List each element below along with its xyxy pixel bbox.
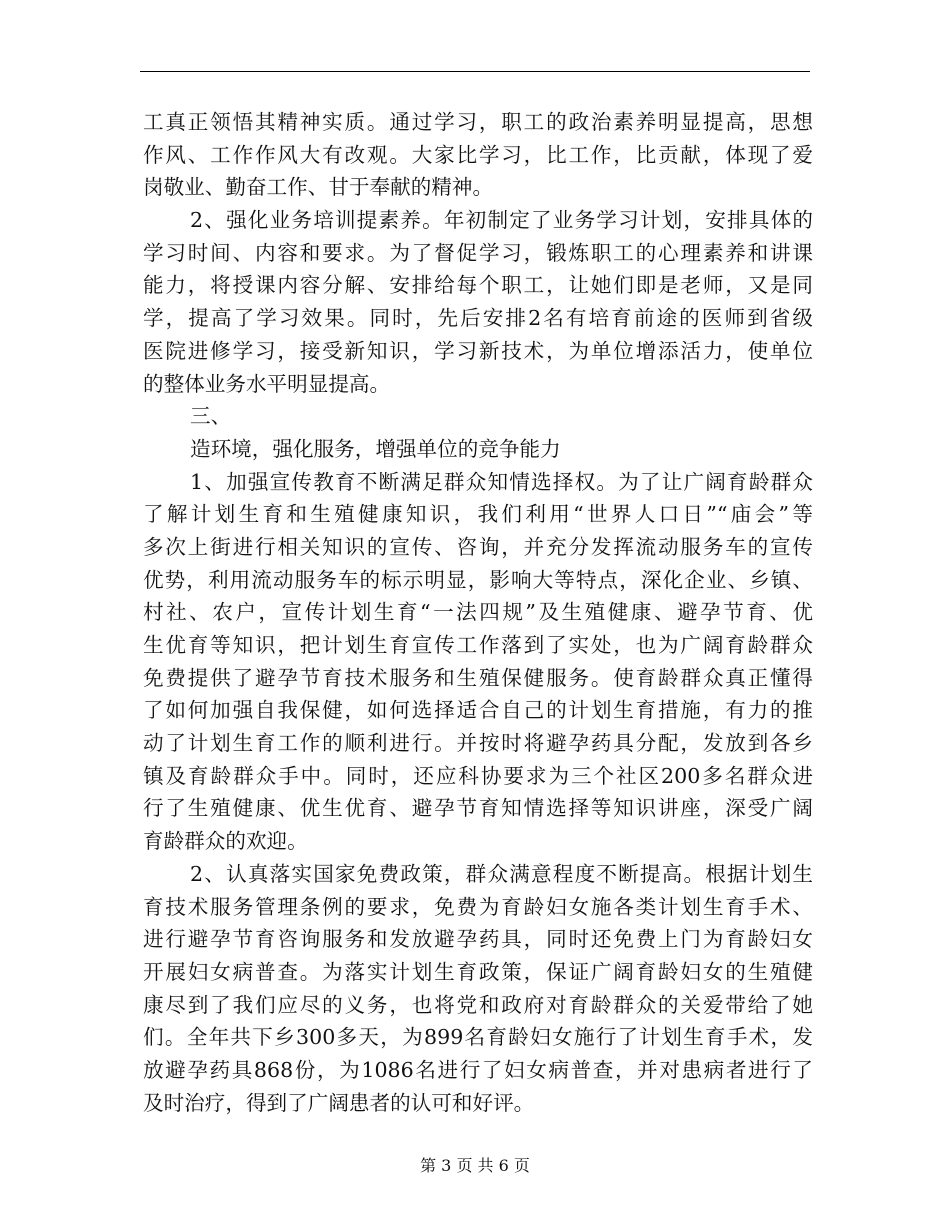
text-line: 的整体业务水平明显提高。 [143, 371, 391, 396]
text-line: 造环境，强化服务，增强单位的竞争能力 [190, 436, 561, 461]
text-line: 放避孕药具868份，为1086名进行了妇女病普查，并对患病者进行了 [143, 1057, 813, 1082]
text-line: 及时治疗，得到了广阔患者的认可和好评。 [143, 1090, 535, 1115]
document-body [143, 106, 813, 1119]
text-line: 2、强化业务培训提素养。年初制定了业务学习计划，安排具体的 [190, 208, 813, 233]
text-line: 免费提供了避孕节育技术服务和生殖保健服务。使育龄群众真正懂得 [143, 665, 813, 690]
text-line: 育龄群众的欢迎。 [143, 829, 308, 854]
text-line: 岗敬业、勤奋工作、甘于奉献的精神。 [143, 175, 494, 200]
text-line: 三、 [190, 404, 232, 429]
text-line: 们。全年共下乡300多天，为899名育龄妇女施行了计划生育手术，发 [143, 1025, 813, 1050]
text-line: 多次上街进行相关知识的宣传、咨询，并充分发挥流动服务车的宣传 [143, 534, 813, 559]
text-line: 村社、农户，宣传计划生育“一法四规”及生殖健康、避孕节育、优 [143, 600, 813, 625]
text-line: 开展妇女病普查。为落实计划生育政策，保证广阔育龄妇女的生殖健 [143, 959, 813, 984]
page-footer: 第 3 页 共 6 页 [420, 1156, 530, 1175]
text-line: 了解计划生育和生殖健康知识，我们利用“世界人口日”“庙会”等 [143, 502, 813, 527]
text-line: 能力，将授课内容分解、安排给每个职工，让她们即是老师，又是同 [143, 273, 813, 298]
text-line: 进行避孕节育咨询服务和发放避孕药具，同时还免费上门为育龄妇女 [143, 927, 813, 952]
header-rule [140, 71, 810, 72]
text-line: 工真正领悟其精神实质。通过学习，职工的政治素养明显提高，思想 [143, 110, 813, 134]
text-line: 生优育等知识，把计划生育宣传工作落到了实处，也为广阔育龄群众 [143, 633, 813, 657]
text-line: 了如何加强自我保健，如何选择适合自己的计划生育措施，有力的推 [143, 698, 813, 723]
text-line: 动了计划生育工作的顺利进行。并按时将避孕药具分配，发放到各乡 [143, 731, 813, 756]
text-line: 作风、工作作风大有改观。大家比学习，比工作，比贡献，体现了爱 [143, 142, 813, 167]
text-line: 行了生殖健康、优生优育、避孕节育知情选择等知识讲座，深受广阔 [143, 796, 813, 821]
text-line: 镇及育龄群众手中。同时，还应科协要求为三个社区200多名群众进 [143, 763, 813, 788]
text-line: 医院进修学习，接受新知识，学习新技术，为单位增添活力，使单位 [143, 338, 813, 363]
text-line: 学习时间、内容和要求。为了督促学习，锻炼职工的心理素养和讲课 [143, 240, 813, 265]
text-line: 2、认真落实国家免费政策，群众满意程度不断提高。根据计划生 [190, 861, 813, 886]
text-line: 育技术服务管理条例的要求，免费为育龄妇女施各类计划生育手术、 [143, 894, 813, 919]
text-line: 1、加强宣传教育不断满足群众知情选择权。为了让广阔育龄群众 [190, 469, 813, 494]
text-line: 学，提高了学习效果。同时，先后安排2名有培育前途的医师到省级 [143, 306, 813, 331]
text-line: 优势，利用流动服务车的标示明显，影响大等特点，深化企业、乡镇、 [143, 567, 813, 592]
text-line: 康尽到了我们应尽的义务，也将党和政府对育龄群众的关爱带给了她 [143, 992, 813, 1017]
